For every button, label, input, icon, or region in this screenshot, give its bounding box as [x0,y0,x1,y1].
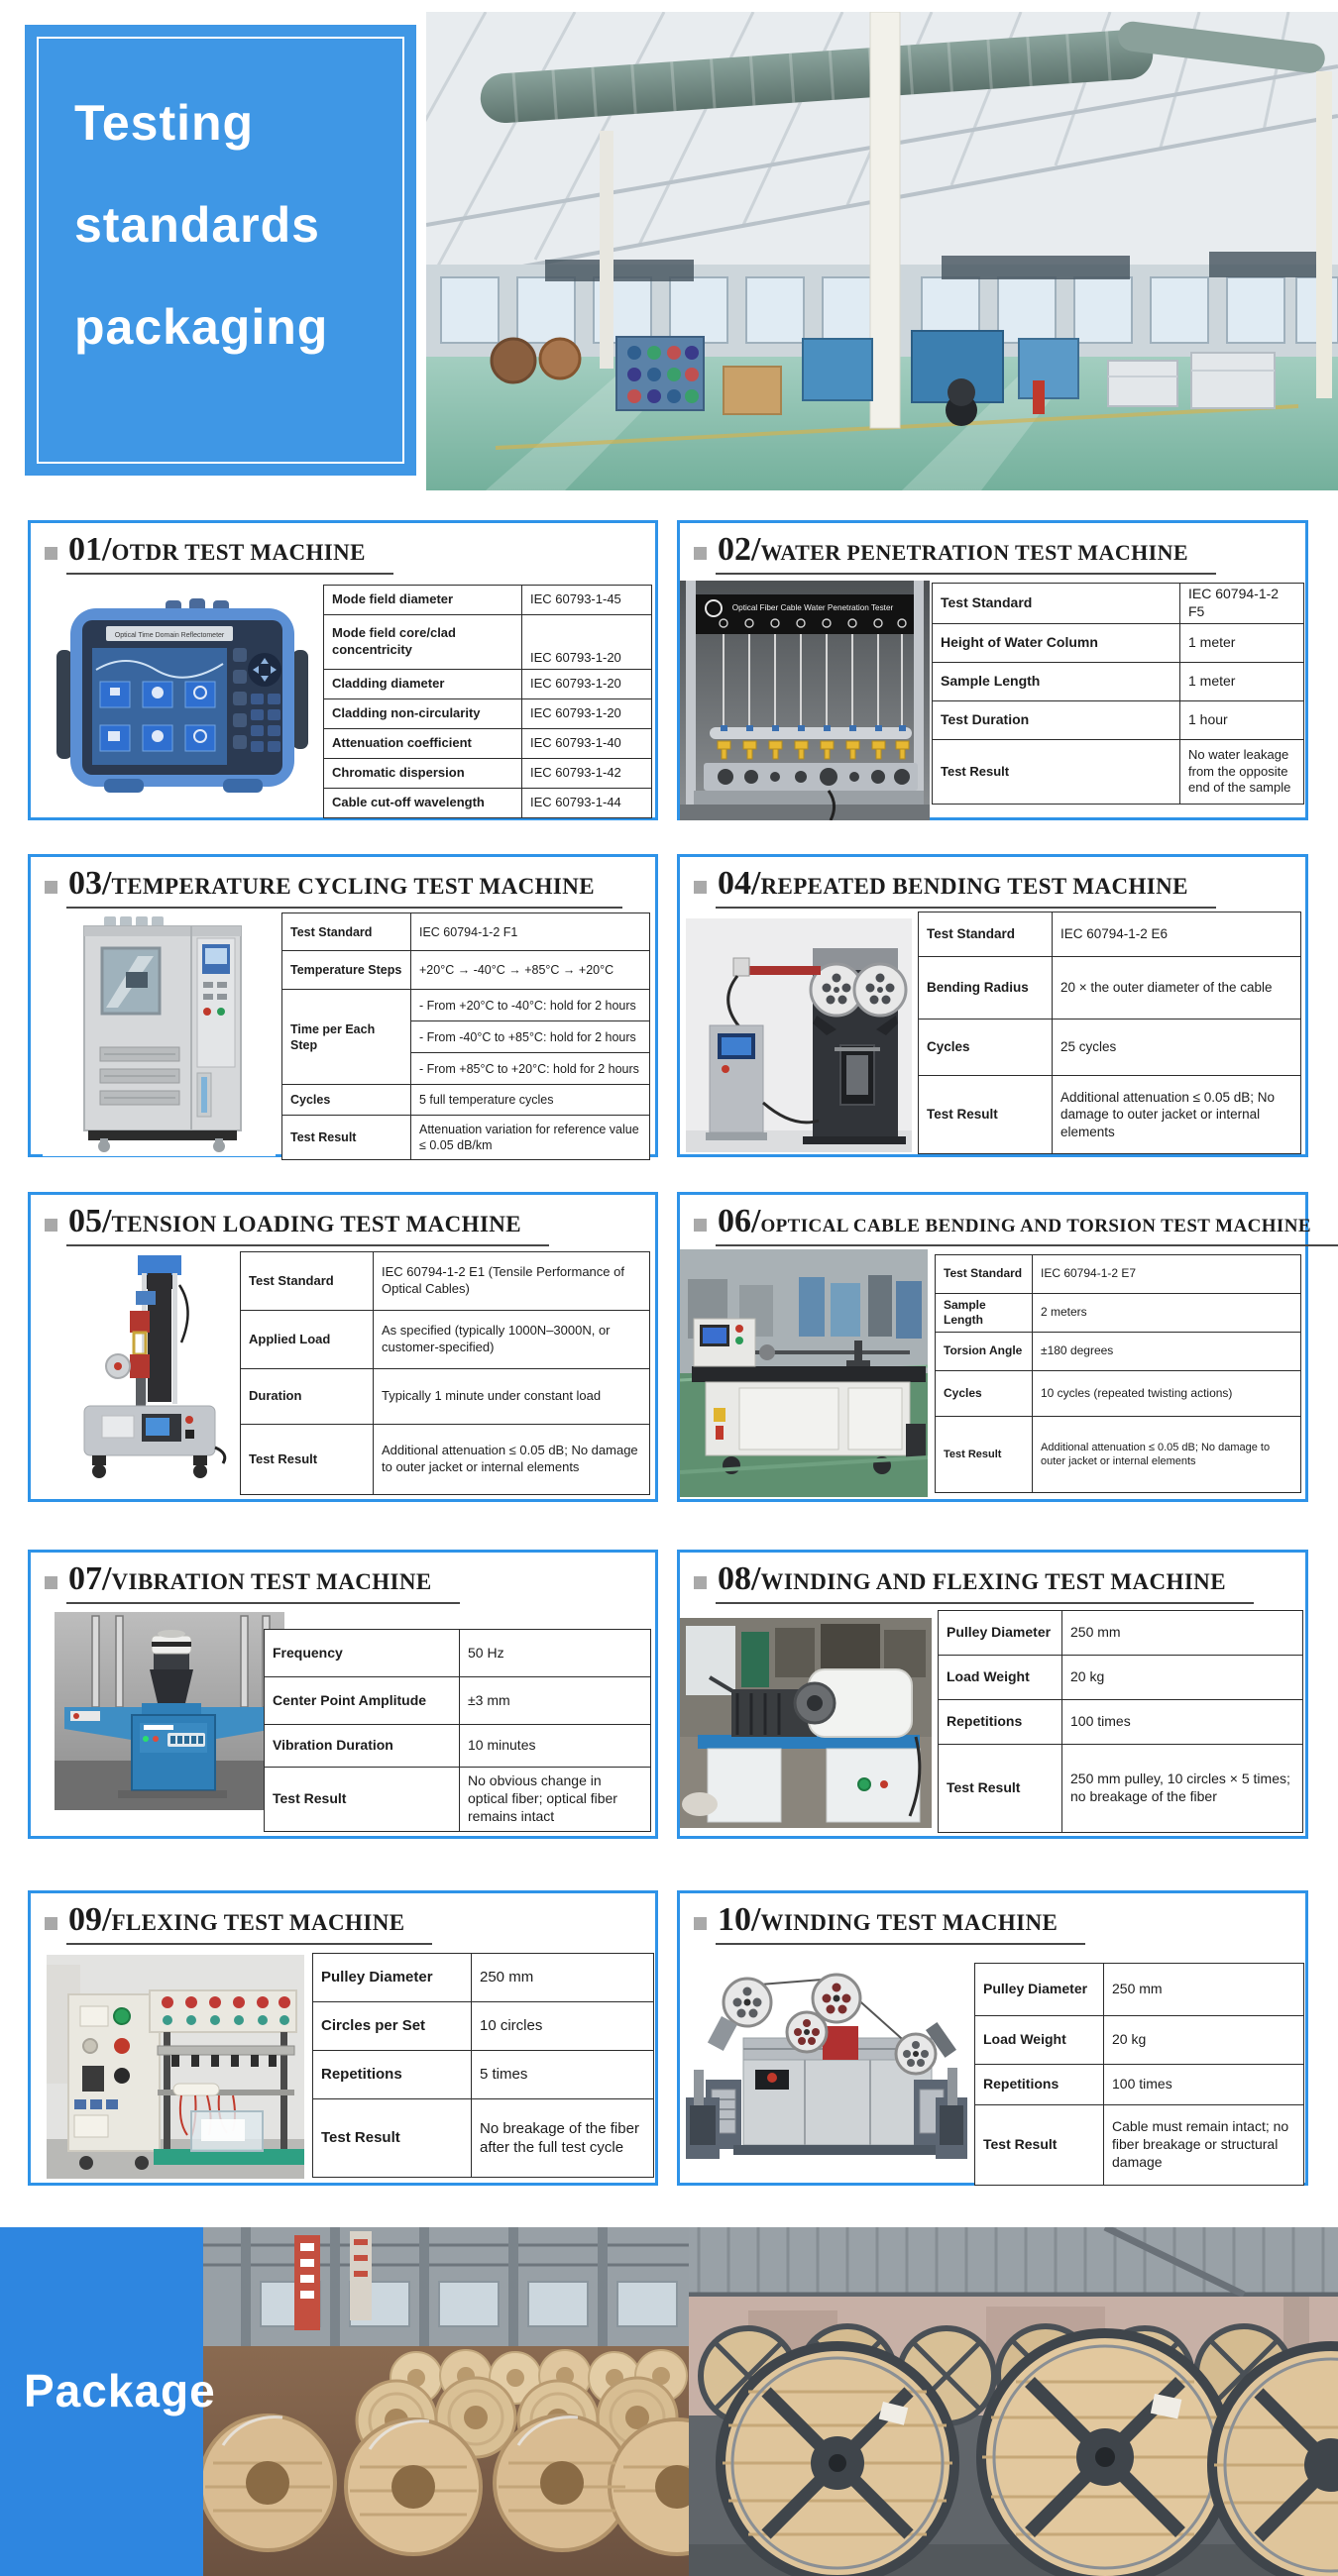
spec-value: 5 full temperature cycles [411,1085,650,1116]
spec-label: Vibration Duration [265,1725,460,1768]
hero-line-2: standards [74,197,320,253]
section-bullet-icon [694,1219,707,1232]
spec-value: Additional attenuation ≤ 0.05 dB; No damage to outer jacket or internal elements [1033,1417,1301,1493]
section-name: VIBRATION TEST MACHINE [111,1569,432,1594]
temperature-chamber-photo [43,909,276,1156]
spec-value: IEC 60794-1-2 E7 [1033,1255,1301,1294]
spec-label: Test Result [241,1425,374,1495]
spec-label: Applied Load [241,1311,374,1369]
spec-label: Time per Each Step [282,990,411,1085]
section-card-07 [28,1550,658,1839]
section-name: WINDING AND FLEXING TEST MACHINE [760,1569,1226,1594]
winding-machine-photo [686,1951,967,2181]
spec-label: Test Result [939,1745,1062,1833]
spec-label: Test Result [282,1116,411,1160]
spec-value: 20 kg [1104,2016,1304,2065]
section-title [66,531,393,575]
spec-value: 5 times [472,2051,654,2099]
spec-label: Repetitions [313,2051,472,2099]
spec-label: Test Result [313,2099,472,2178]
spec-value: As specified (typically 1000N–3000N, or customer-specified) [374,1311,650,1369]
spec-label: Repetitions [975,2065,1104,2105]
spec-table-06 [935,1254,1301,1493]
section-bullet-icon [45,881,57,894]
spec-label: Test Result [919,1076,1053,1154]
spec-value: 50 Hz [460,1630,651,1677]
section-bullet-icon [694,1917,707,1930]
spec-value: ±3 mm [460,1677,651,1725]
section-bullet-icon [45,547,57,560]
factory-photo [426,12,1338,490]
spec-value: 250 mm [472,1954,654,2002]
spec-value: 100 times [1062,1700,1303,1745]
spec-label: Pulley Diameter [939,1611,1062,1656]
spec-label: Sample Length [936,1294,1033,1333]
section-number: 09/ [68,1901,112,1938]
section-card-05 [28,1192,658,1502]
section-title [716,865,1216,909]
section-number: 10/ [718,1901,761,1938]
tension-machine-photo [60,1249,234,1497]
spec-table-09 [312,1953,654,2178]
section-bullet-icon [694,1576,707,1589]
otdr-machine-photo [49,590,316,801]
spec-label: Sample Length [933,662,1180,700]
section-card-02 [677,520,1308,820]
package-label: Package [24,2365,216,2416]
spec-value: IEC 60794-1-2 E1 (Tensile Performance of Optical Cables) [374,1252,650,1311]
section-number: 05/ [68,1203,112,1239]
spec-value: 20 × the outer diameter of the cable [1053,957,1301,1020]
spec-value: IEC 60793-1-42 [522,759,652,789]
spec-table-05 [240,1251,650,1495]
section-number: 03/ [68,865,112,902]
section-bullet-icon [45,1576,57,1589]
section-name: OPTICAL CABLE BENDING AND TORSION TEST MACHINE [760,1216,1311,1236]
water-tester-banner: Optical Fiber Cable Water Penetration Tester [731,603,894,612]
spec-label: Test Standard [282,913,411,951]
repeated-bending-machine-photo [686,918,912,1152]
spec-table-01 [323,585,652,818]
spec-label: Test Result [933,739,1180,804]
section-number: 04/ [718,865,761,902]
spec-table-04 [918,912,1301,1154]
spec-value: IEC 60793-1-40 [522,729,652,759]
spec-label: Load Weight [939,1656,1062,1700]
package-section [0,2227,1338,2576]
section-number: 06/ [718,1203,761,1239]
spec-table-03 [281,912,650,1160]
spec-label: Load Weight [975,2016,1104,2065]
spec-label: Test Standard [919,912,1053,957]
spec-label: Test Standard [936,1255,1033,1294]
winding-flexing-machine-photo [680,1618,932,1828]
spec-label: Attenuation coefficient [324,729,522,759]
spec-table-08 [938,1610,1303,1833]
spec-label: Repetitions [939,1700,1062,1745]
spec-label: Test Result [936,1417,1033,1493]
spec-value: ±180 degrees [1033,1333,1301,1371]
section-card-08 [677,1550,1308,1839]
spec-value: No breakage of the fiber after the full test cycle [472,2099,654,2178]
package-photo-right [689,2227,1338,2576]
torsion-machine-photo [680,1249,928,1497]
spec-value: 250 mm [1062,1611,1303,1656]
spec-label: Mode field core/clad concentricity [324,615,522,670]
spec-value: 100 times [1104,2065,1304,2105]
spec-value: 10 circles [472,2002,654,2051]
spec-value: IEC 60793-1-45 [522,586,652,615]
water-penetration-machine-photo [680,581,930,820]
spec-label: Torsion Angle [936,1333,1033,1371]
spec-label: Cycles [282,1085,411,1116]
section-title [716,1901,1085,1945]
spec-table-02 [932,583,1304,805]
section-title [716,531,1216,575]
section-name: WATER PENETRATION TEST MACHINE [760,540,1188,565]
spec-label: Pulley Diameter [975,1964,1104,2016]
spec-value: - From -40°C to +85°C: hold for 2 hours [411,1021,650,1053]
spec-value: IEC 60793-1-20 [522,670,652,699]
section-card-04 [677,854,1308,1157]
spec-value: 1 meter [1180,662,1304,700]
spec-value: 20 kg [1062,1656,1303,1700]
spec-value: IEC 60794-1-2 F5 [1180,584,1304,624]
section-card-09 [28,1890,658,2186]
spec-value: Typically 1 minute under constant load [374,1369,650,1425]
spec-table-07 [264,1629,651,1832]
spec-label: Cycles [936,1371,1033,1417]
spec-value: 25 cycles [1053,1020,1301,1076]
spec-value: Additional attenuation ≤ 0.05 dB; No damage to outer jacket or internal elements [374,1425,650,1495]
spec-label: Test Standard [241,1252,374,1311]
spec-label: Cable cut-off wavelength [324,789,522,818]
spec-value: - From +20°C to -40°C: hold for 2 hours [411,990,650,1021]
spec-label: Test Standard [933,584,1180,624]
spec-label: Pulley Diameter [313,1954,472,2002]
section-number: 07/ [68,1560,112,1597]
section-title [66,1901,432,1945]
spec-label: Cladding diameter [324,670,522,699]
spec-label: Height of Water Column [933,623,1180,662]
spec-value: 1 meter [1180,623,1304,662]
spec-value: 10 cycles (repeated twisting actions) [1033,1371,1301,1417]
section-card-01 [28,520,658,820]
spec-label: Temperature Steps [282,951,411,990]
package-photo-left [203,2227,689,2576]
spec-table-10 [974,1963,1304,2186]
package-banner [0,2227,216,2576]
spec-value: IEC 60793-1-20 [522,615,652,670]
spec-value: IEC 60794-1-2 E6 [1053,912,1301,957]
spec-label: Circles per Set [313,2002,472,2051]
spec-value: 2 meters [1033,1294,1301,1333]
flexing-machine-photo [47,1955,304,2179]
hero-line-1: Testing [74,95,255,151]
spec-value: IEC 60794-1-2 F1 [411,913,650,951]
spec-label: Bending Radius [919,957,1053,1020]
section-bullet-icon [694,881,707,894]
spec-label: Duration [241,1369,374,1425]
section-number: 01/ [68,531,112,568]
vibration-machine-photo [55,1612,284,1810]
spec-label: Frequency [265,1630,460,1677]
spec-label: Cycles [919,1020,1053,1076]
hero-banner [25,25,416,476]
spec-value: No obvious change in optical fiber; optical fiber remains intact [460,1768,651,1832]
spec-value: +20°C → -40°C → +85°C → +20°C [411,951,650,990]
spec-value: 10 minutes [460,1725,651,1768]
section-bullet-icon [694,547,707,560]
spec-label: Center Point Amplitude [265,1677,460,1725]
spec-value: 250 mm pulley, 10 circles × 5 times; no breakage of the fiber [1062,1745,1303,1833]
section-name: TENSION LOADING TEST MACHINE [111,1212,522,1236]
spec-label: Cladding non-circularity [324,699,522,729]
section-title [66,1560,460,1604]
spec-value: 250 mm [1104,1964,1304,2016]
spec-value: 1 hour [1180,700,1304,739]
section-card-06 [677,1192,1311,1502]
spec-label: Test Result [265,1768,460,1832]
section-title [716,1560,1254,1604]
section-name: FLEXING TEST MACHINE [111,1910,405,1935]
section-bullet-icon [45,1219,57,1232]
section-number: 08/ [718,1560,761,1597]
section-bullet-icon [45,1917,57,1930]
spec-value: IEC 60793-1-44 [522,789,652,818]
section-name: REPEATED BENDING TEST MACHINE [760,874,1188,899]
spec-label: Test Duration [933,700,1180,739]
section-number: 02/ [718,531,761,568]
section-name: WINDING TEST MACHINE [760,1910,1059,1935]
section-name: TEMPERATURE CYCLING TEST MACHINE [111,874,596,899]
spec-value: Attenuation variation for reference value ≤ 0.05 dB/km [411,1116,650,1160]
section-card-03 [28,854,658,1157]
section-name: OTDR TEST MACHINE [111,540,366,565]
spec-value: No water leakage from the opposite end of the sample [1180,739,1304,804]
section-title [716,1203,1338,1246]
spec-value: IEC 60793-1-20 [522,699,652,729]
section-title [66,865,622,909]
section-title [66,1203,549,1246]
spec-label: Mode field diameter [324,586,522,615]
section-card-10 [677,1890,1308,2186]
spec-value: - From +85°C to +20°C: hold for 2 hours [411,1053,650,1085]
factory-photo-art [426,12,1338,490]
spec-value: Cable must remain intact; no fiber breakage or structural damage [1104,2105,1304,2186]
spec-label: Chromatic dispersion [324,759,522,789]
otdr-device-label: Optical Time Domain Reflectometer [114,632,225,639]
spec-label: Test Result [975,2105,1104,2186]
hero-line-3: packaging [74,299,329,355]
spec-value: Additional attenuation ≤ 0.05 dB; No damage to outer jacket or internal elements [1053,1076,1301,1154]
